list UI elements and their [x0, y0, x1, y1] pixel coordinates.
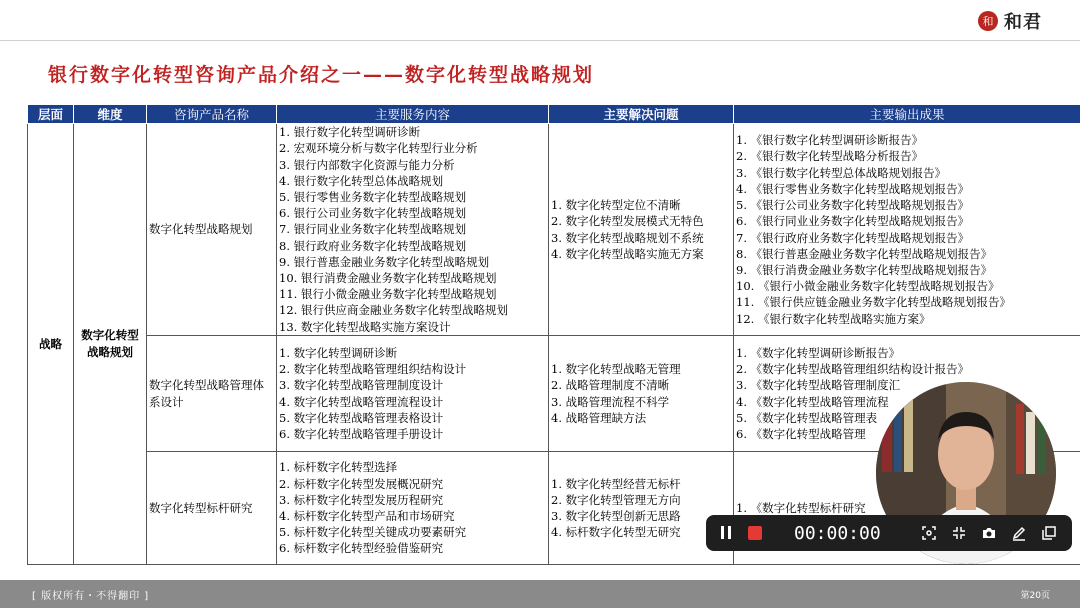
recording-timer: 00:00:00 [794, 522, 881, 544]
problems-cell [549, 124, 734, 336]
list-item: 5. 标杆数字化转型关键成功要素研究 [279, 525, 467, 540]
stop-record-icon[interactable] [748, 526, 762, 540]
table-row [28, 124, 1080, 336]
services-cell [277, 124, 549, 336]
list-item: 6. 标杆数字化转型经验借鉴研究 [279, 541, 444, 556]
list-item: 6. 《数字化转型战略管理 [736, 426, 866, 441]
list-item: 1. 数字化转型战略无管理 [551, 362, 681, 377]
list-item: 4. 《银行零售业务数字化转型战略规划报告》 [736, 181, 970, 196]
list-item: 2. 宏观环境分析与数字化转型行业分析 [279, 141, 478, 156]
list-item: 11. 银行小微金融业务数字化转型战略规划 [279, 287, 497, 302]
list-item: 3. 银行内部数字化资源与能力分析 [279, 157, 455, 172]
logo-mark: 和 [978, 11, 998, 31]
list-item: 3. 《银行数字化转型总体战略规划报告》 [736, 165, 947, 180]
list-item: 5. 数字化转型战略管理表格设计 [279, 410, 444, 425]
list-item: 1. 标杆数字化转型选择 [279, 460, 398, 475]
list-item: 1. 《数字化转型标杆研究 [736, 500, 866, 515]
list-item: 12. 银行供应商金融业务数字化转型战略规划 [279, 303, 508, 318]
header-outputs: 主要输出成果 [734, 105, 1080, 124]
outputs-cell [734, 124, 1080, 336]
services-cell [277, 336, 549, 452]
list-item: 1. 《银行数字化转型调研诊断报告》 [736, 133, 924, 148]
page-number: 第20页 [1020, 591, 1050, 601]
list-item: 1. 数字化转型调研诊断 [279, 345, 398, 360]
list-item: 6. 《银行同业业务数字化转型战略规划报告》 [736, 214, 970, 229]
header-divider [0, 40, 1080, 41]
list-item: 3. 战略管理流程不科学 [551, 394, 670, 409]
list-item: 3. 数字化转型战略规划不系统 [551, 230, 704, 245]
list-item: 1. 银行数字化转型调研诊断 [279, 125, 421, 140]
list-item: 8. 银行政府业务数字化转型战略规划 [279, 238, 467, 253]
camera-icon[interactable] [976, 520, 1002, 546]
footer-bar [0, 580, 1080, 608]
product-cell: 数字化转型标杆研究 [147, 452, 277, 565]
services-cell [277, 452, 549, 565]
list-item: 10. 《银行小微金融业务数字化转型战略规划报告》 [736, 279, 1000, 294]
logo-text: 和君 [1004, 12, 1042, 33]
list-item: 8. 《银行普惠金融业务数字化转型战略规划报告》 [736, 246, 993, 261]
list-item: 2. 标杆数字化转型发展概况研究 [279, 476, 444, 491]
list-item: 3. 数字化转型战略管理制度设计 [279, 378, 444, 393]
table-header-row [28, 105, 1080, 124]
list-item: 7. 银行同业业务数字化转型战略规划 [279, 222, 467, 237]
header-services: 主要服务内容 [277, 105, 549, 124]
screen-recorder-toolbar [706, 515, 1072, 551]
list-item: 13. 数字化转型战略实施方案设计 [279, 319, 451, 334]
list-item: 2. 数字化转型战略管理组织结构设计 [279, 362, 467, 377]
list-item: 2. 《银行数字化转型战略分析报告》 [736, 149, 924, 164]
list-item: 6. 银行公司业务数字化转型战略规划 [279, 206, 467, 221]
list-item: 1. 《数字化转型调研诊断报告》 [736, 345, 901, 360]
list-item: 7. 《银行政府业务数字化转型战略规划报告》 [736, 230, 970, 245]
list-item: 2. 数字化转型管理无方向 [551, 492, 681, 507]
list-item: 4. 银行数字化转型总体战略规划 [279, 173, 444, 188]
brand-logo [978, 8, 1042, 34]
dimension-cell: 数字化转型战略规划 [74, 124, 147, 565]
list-item: 4. 标杆数字化转型产品和市场研究 [279, 509, 455, 523]
problems-cell [549, 336, 734, 452]
header-product: 咨询产品名称 [147, 105, 277, 124]
list-item: 1. 数字化转型经营无标杆 [551, 476, 681, 491]
list-item: 5. 《银行公司业务数字化转型战略规划报告》 [736, 198, 970, 213]
header-problems: 主要解决问题 [549, 105, 734, 124]
header-dimension: 维度 [74, 105, 147, 124]
list-item: 4. 标杆数字化转型无研究 [551, 525, 681, 540]
list-item: 1. 数字化转型定位不清晰 [551, 198, 681, 213]
list-item: 2. 战略管理制度不清晰 [551, 378, 670, 393]
list-item: 4. 数字化转型战略实施无方案 [551, 246, 704, 261]
level-cell: 战略 [28, 124, 74, 565]
collapse-icon[interactable] [946, 520, 972, 546]
list-item: 4. 战略管理缺方法 [551, 410, 647, 425]
header-level: 层面 [28, 105, 74, 124]
product-cell: 数字化转型战略规划 [147, 124, 277, 336]
list-item: 6. 数字化转型战略管理手册设计 [279, 426, 444, 441]
pause-icon[interactable] [718, 524, 736, 542]
list-item: 2. 《数字化转型战略管理组织结构设计报告》 [736, 362, 970, 377]
list-item: 9. 银行普惠金融业务数字化转型战略规划 [279, 254, 490, 269]
focus-frame-icon[interactable] [916, 520, 942, 546]
list-item: 11. 《银行供应链金融业务数字化转型战略规划报告》 [736, 295, 1011, 310]
list-item: 5. 《数字化转型战略管理表 [736, 410, 878, 425]
list-item: 3. 数字化转型创新无思路 [551, 509, 681, 523]
list-item: 10. 银行消费金融业务数字化转型战略规划 [279, 271, 497, 285]
list-item: 3. 《数字化转型战略管理制度汇 [736, 378, 901, 393]
list-item: 2. 数字化转型发展模式无特色 [551, 214, 704, 229]
list-item: 4. 数字化转型战略管理流程设计 [279, 394, 444, 409]
list-item: 3. 标杆数字化转型发展历程研究 [279, 492, 444, 507]
product-cell: 数字化转型战略管理体系设计 [147, 336, 277, 452]
list-item: 4. 《数字化转型战略管理流程 [736, 394, 889, 409]
list-item: 5. 银行零售业务数字化转型战略规划 [279, 189, 467, 204]
copyright-notice: [ 版权所有・不得翻印 ] [32, 591, 150, 602]
list-item: 12. 《银行数字化转型战略实施方案》 [736, 311, 931, 326]
problems-cell [549, 452, 734, 565]
pen-icon[interactable] [1006, 520, 1032, 546]
slide-title: 银行数字化转型咨询产品介绍之一——数字化转型战略规划 [48, 64, 595, 86]
list-item: 9. 《银行消费金融业务数字化转型战略规划报告》 [736, 262, 993, 277]
minimize-window-icon[interactable] [1036, 520, 1062, 546]
